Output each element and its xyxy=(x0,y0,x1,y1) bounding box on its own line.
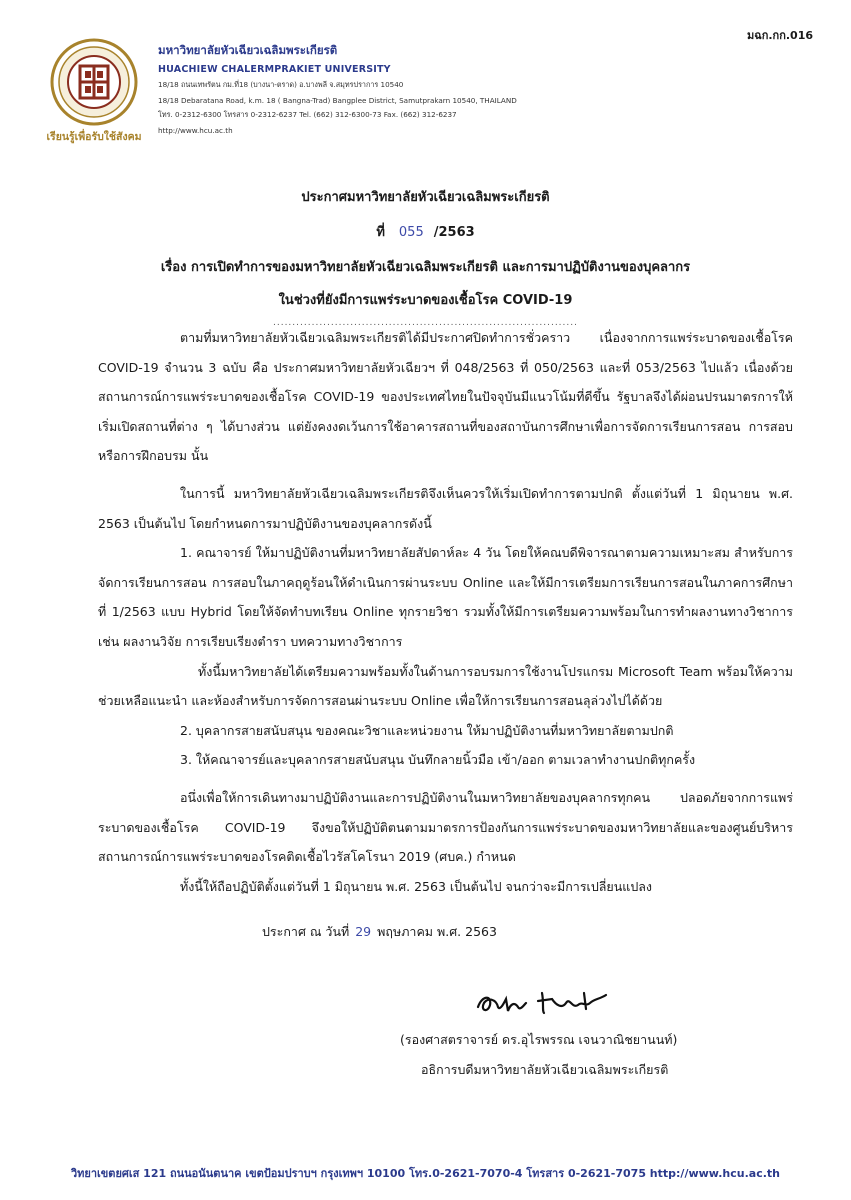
announcement-number xyxy=(0,221,851,242)
subject-line-2: ในช่วงที่ยังมีการแพร่ระบาดของเชื้อโรค COVID-19 xyxy=(278,293,573,308)
university-name-en: HUACHIEW CHALERMPRAKIET UNIVERSITY xyxy=(158,64,391,75)
handwritten-signature xyxy=(472,985,622,1021)
list-item-2: 2. บุคลากรสายสนับสนุน ของคณะวิชาและหน่วยงาน ให้มาปฏิบัติงานที่มหาวิทยาลัยตามปกติ xyxy=(180,722,674,738)
list-item-1-continued: ทั้งนี้มหาวิทยาลัยได้เตรียมความพร้อมทั้งในด้านการอบรมการใช้งานโปรแกรม Microsoft Team พร้อมให้ความช่วยเหลือแนะนำ และห้องสำหรับการจัดการสอนผ่านระบบ Online เพื่อให้การเรียนการสอนลุล่วงไปได้ด้วย xyxy=(98,663,793,709)
university-logo xyxy=(42,36,146,148)
list-item-3: 3. ให้คณาจารย์และบุคลากรสายสนับสนุน บันทึกลายนิ้วมือ เข้า/ออก ตามเวลาทำงานปกติทุกครั้ง xyxy=(180,752,696,768)
date-day: 29 xyxy=(355,924,372,939)
number-value: 055 xyxy=(398,225,424,240)
website: http://www.hcu.ac.th xyxy=(158,126,233,135)
footer-address: วิทยาเขตยศเส 121 ถนนอนันตนาค เขตป้อมปราบฯ กรุงเทพฯ 10100 โทร.0-2621-7070-4 โทรสาร 0-2621-7075 http://www.hcu.ac.th xyxy=(70,1167,781,1180)
address-th: 18/18 ถนนเทพรัตน กม.ที่18 (บางนา-ตราด) อ.บางพลี จ.สมุทรปราการ 10540 xyxy=(158,80,404,89)
logo-motto: เรียนรู้เพื่อรับใช้สังคม xyxy=(46,131,142,143)
date-suffix: พฤษภาคม พ.ศ. 2563 xyxy=(377,924,497,939)
separator-dots: ............................................................................... xyxy=(272,318,578,328)
announcement-body xyxy=(98,323,793,901)
signatory-position: อธิการบดีมหาวิทยาลัยหัวเฉียวเฉลิมพระเกียรติ xyxy=(421,1062,669,1077)
number-year: /2563 xyxy=(433,225,475,240)
paragraph-2: ในการนี้ มหาวิทยาลัยหัวเฉียวเฉลิมพระเกียรติจึงเห็นควรให้เริ่มเปิดทำการตามปกติ ตั้งแต่วันที่ 1 มิถุนายน พ.ศ. 2563 เป็นต้นไป โดยกำหนดการมาปฏิบัติงานของบุคลากรดังนี้ xyxy=(98,485,793,531)
signatory-name: (รองศาสตราจารย์ ดร.อุไรพรรณ เจนวาณิชยานนท์) xyxy=(400,1032,678,1047)
phone-fax: โทร. 0-2312-6300 โทรสาร 0-2312-6237 Tel. (662) 312-6300-73 Fax. (662) 312-6237 xyxy=(158,110,457,119)
paragraph-4: ทั้งนี้ให้ถือปฏิบัติตั้งแต่วันที่ 1 มิถุนายน พ.ศ. 2563 เป็นต้นไป จนกว่าจะมีการเปลี่ยนแปลง xyxy=(180,878,653,894)
list-item-1: 1. คณาจารย์ ให้มาปฏิบัติงานที่มหาวิทยาลัยสัปดาห์ละ 4 วัน โดยให้คณบดีพิจารณาตามความเหมาะสม สำหรับการจัดการเรียนการสอน การสอบในภาคฤดูร้อนให้ดำเนินการผ่านระบบ Online และให้มีการเตรียมการเรียนการสอนในภาคการศึกษาที่ 1/2563 แบบ Hybrid โดยให้จัดทำบทเรียน Online ทุกรายวิชา รวมทั้งให้มีการเตรียมความพร้อมในการทำผลงานทางวิชาการ เช่น ผลงานวิจัย การเรียบเรียงตำรา บทความทางวิชาการ xyxy=(98,545,793,649)
paragraph-1: ตามที่มหาวิทยาลัยหัวเฉียวเฉลิมพระเกียรติได้มีประกาศปิดทำการชั่วคราว เนื่องจากการแพร่ระบาดของเชื้อโรค COVID-19 จำนวน 3 ฉบับ คือ ประกาศมหาวิทยาลัยหัวเฉียวฯ ที่ 048/2563 ที่ 050/2563 และที่ 053/2563 ไปแล้ว เนื่องด้วยสถานการณ์การแพร่ระบาดของเชื้อโรค COVID-19 ของประเทศไทยในปัจจุบันมีแนวโน้มที่ดีขึ้น รัฐบาลจึงได้ผ่อนปรนมาตรการให้เริ่มเปิดสถานที่ต่าง ๆ ได้บางส่วน แต่ยังคงงดเว้นการใช้อาคารสถานที่ของสถาบันการศึกษาเพื่อการจัดการเรียนการสอน การสอบ หรือการฝึกอบรม นั้น xyxy=(98,330,793,464)
document-code: มฉก.กก.016 xyxy=(746,29,813,42)
university-name-th: มหาวิทยาลัยหัวเฉียวเฉลิมพระเกียรติ xyxy=(158,43,338,57)
signing-date xyxy=(262,922,497,942)
letterhead xyxy=(158,42,517,135)
announcement-title xyxy=(0,186,851,328)
subject-line-1: เรื่อง การเปิดทำการของมหาวิทยาลัยหัวเฉียวเฉลิมพระเกียรติ และการมาปฏิบัติงานของบุคลากร xyxy=(160,260,691,275)
address-en: 18/18 Debaratana Road, k.m. 18 ( Bangna-Trad) Bangplee District, Samutprakarn 10540, THAILAND xyxy=(158,96,517,105)
number-label: ที่ xyxy=(376,225,385,240)
announcement-heading: ประกาศมหาวิทยาลัยหัวเฉียวเฉลิมพระเกียรติ xyxy=(301,190,550,205)
paragraph-3: อนึ่งเพื่อให้การเดินทางมาปฏิบัติงานและการปฏิบัติงานในมหาวิทยาลัยของบุคลากรทุกคน ปลอดภัยจากการแพร่ระบาดของเชื้อโรค COVID-19 จึงขอให้ปฏิบัติตนตามมาตรการป้องกันการแพร่ระบาดของมหาวิทยาลัยและของศูนย์บริหารสถานการณ์การแพร่ระบาดของโรคติดเชื้อไวรัสโคโรนา 2019 (ศบค.) กำหนด xyxy=(98,789,793,865)
date-prefix: ประกาศ ณ วันที่ xyxy=(262,924,350,939)
